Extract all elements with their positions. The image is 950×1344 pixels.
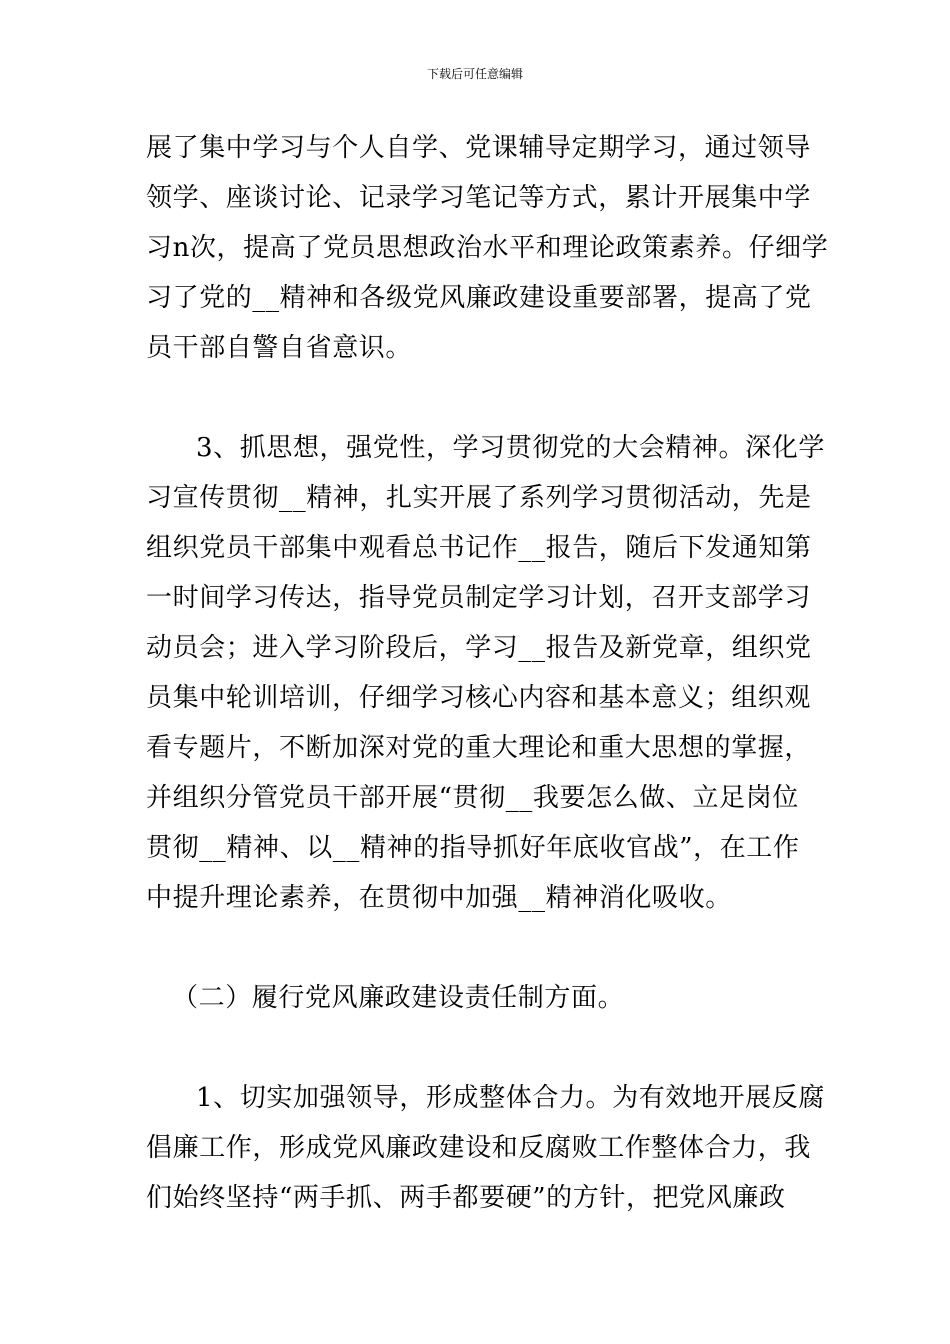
text-line: 员集中轮训培训，仔细学习核心内容和基本意义；组织观	[146, 683, 812, 713]
paragraph-first-line: 3、抓思想，强党性，学习贯彻党的大会精神。深化学	[196, 433, 825, 463]
text-line: 员干部自警自省意识。	[146, 333, 413, 363]
text-line: 贯彻__精神、以__精神的指导抓好年底收官战”，在工作	[146, 833, 800, 863]
text-line: 展了集中学习与个人自学、党课辅导定期学习，通过领导	[146, 133, 812, 163]
text-line: 习了党的__精神和各级党风廉政建设重要部署，提高了党	[146, 283, 812, 313]
text-line: 看专题片，不断加深对党的重大理论和重大思想的掌握，	[146, 733, 812, 763]
text-line: 们始终坚持“两手抓、两手都要硬”的方针，把党风廉政	[146, 1183, 786, 1213]
text-line: 并组织分管党员干部开展“贯彻__我要怎么做、立足岗位	[146, 783, 799, 813]
page-header: 下载后可任意编辑	[426, 67, 523, 81]
text-line: 动员会；进入学习阶段后，学习__报告及新党章，组织党	[146, 633, 812, 663]
paragraph-first-line: 1、切实加强领导，形成整体合力。为有效地开展反腐	[196, 1083, 825, 1113]
text-line: 一时间学习传达，指导党员制定学习计划，召开支部学习	[146, 583, 812, 613]
text-line: 习宣传贯彻__精神，扎实开展了系列学习贯彻活动，先是	[146, 483, 812, 513]
section-heading: （二）履行党风廉政建设责任制方面。	[172, 983, 625, 1013]
text-line: 领学、座谈讨论、记录学习笔记等方式，累计开展集中学	[146, 183, 812, 213]
text-line: 中提升理论素养，在贯彻中加强__精神消化吸收。	[146, 883, 732, 913]
text-line: 倡廉工作，形成党风廉政建设和反腐败工作整体合力，我	[146, 1133, 812, 1163]
text-line: 习n次，提高了党员思想政治水平和理论政策素养。仔细学	[146, 233, 829, 263]
text-line: 组织党员干部集中观看总书记作__报告，随后下发通知第	[146, 533, 812, 563]
